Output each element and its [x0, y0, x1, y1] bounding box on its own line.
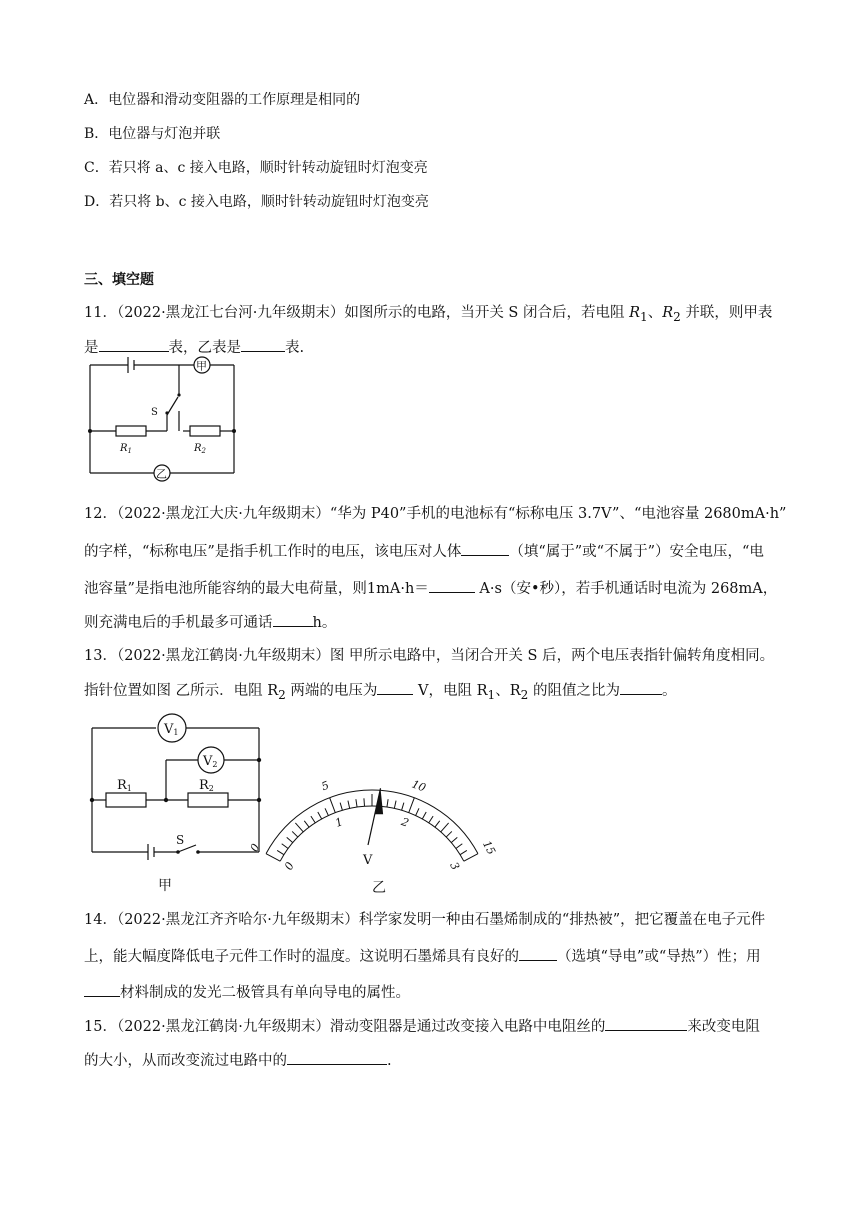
- dial-tick: [387, 799, 388, 807]
- dial-outer-label: 10: [409, 777, 428, 795]
- dial-tick: [287, 837, 293, 842]
- resistor-r1: [106, 793, 146, 807]
- dial-tick: [416, 808, 419, 815]
- option-b: B．电位器与灯泡并联: [84, 126, 221, 142]
- dial-inner-label: 3: [447, 859, 462, 873]
- dial-tick: [356, 799, 357, 807]
- dial-tick: [464, 854, 478, 862]
- answer-blank: [287, 1050, 387, 1065]
- section-title: 三、填空题: [84, 272, 154, 288]
- switch-label: S: [176, 833, 185, 847]
- dial-tick: [456, 844, 462, 849]
- q11-line-2: 是 表，乙表是 表.: [84, 337, 304, 358]
- q12-line-2: 的字样，“标称电压”是指手机工作时的电压，该电压对人体 （填“属于”或“不属于”）安全电压，“电: [84, 541, 764, 562]
- resistor-r2: [190, 426, 220, 436]
- dial-tick: [460, 850, 467, 854]
- dial-needle: [368, 788, 381, 845]
- q15-line-1: 15．（2022·黑龙江鹤岗·九年级期末）滑动变阻器是通过改变接入电路中电阻丝的 来改变电阻: [84, 1016, 760, 1037]
- q11-line-1: 11．（2022·黑龙江七台河·九年级期末）如图所示的电路，当开关 S 闭合后，若电阻 $R_1$、$R_2$ 并联，则甲表: [84, 305, 773, 324]
- answer-blank: [605, 1016, 687, 1031]
- dial-tick: [435, 821, 440, 827]
- q13-voltmeter-dial: [247, 760, 499, 900]
- answer-blank: [84, 982, 120, 997]
- dial-tick: [282, 844, 288, 849]
- dial-tick: [409, 798, 415, 813]
- q12-line-1: 12．（2022·黑龙江大庆·九年级期末）“华为 P40”手机的电池标有“标称电压 3.7V”、“电池容量 2680mA·h”: [84, 506, 787, 522]
- switch-label: S: [151, 407, 158, 418]
- meter-yi-label: 乙: [156, 467, 167, 481]
- answer-blank: [429, 578, 475, 593]
- q13-line-1: 13．（2022·黑龙江鹤岗·九年级期末）图 甲所示电路中，当闭合开关 S 后，两个电压表指针偏转角度相同。: [84, 648, 775, 664]
- answer-blank: [241, 337, 285, 352]
- v2-label: V2: [203, 754, 218, 769]
- option-d: D．若只将 b、c 接入电路，顺时针转动旋钮时灯泡变亮: [84, 194, 429, 210]
- answer-blank: [620, 680, 662, 695]
- junction-dot: [232, 429, 236, 433]
- meter-jia-label: 甲: [196, 359, 207, 373]
- q15-line-2: 的大小，从而改变流过电路中的 .: [84, 1050, 392, 1071]
- q14-line-3: 材料制成的发光二极管具有单向导电的属性。: [84, 982, 410, 1003]
- answer-blank: [377, 680, 413, 695]
- dial-inner-label: 2: [399, 815, 411, 830]
- q13-line-2: 指针位置如图 乙所示．电阻 $R_2$ 两端的电压为 V，电阻 $R_1$、$R_2$ 的阻值之比为 。: [84, 680, 676, 705]
- switch-s: [167, 397, 178, 415]
- unit-label: V: [363, 853, 373, 868]
- q11-circuit-diagram: [84, 355, 244, 480]
- figure-caption-yi: 乙: [372, 880, 386, 896]
- dial-tick: [304, 821, 309, 827]
- dial-tick: [292, 831, 298, 837]
- dial-tick: [446, 831, 452, 837]
- dial-inner-label: 0: [282, 859, 297, 873]
- dial-tick: [330, 798, 336, 813]
- q13-circuit-diagram: [84, 710, 274, 895]
- option-a: A．电位器和滑动变阻器的工作原理是相同的: [84, 92, 361, 108]
- dial-tick: [340, 803, 342, 811]
- q12-line-3: 池容量”是指电池所能容纳的最大电荷量，则1mA·h＝ A·s（安•秒），若手机通话时电流为 268mA，: [84, 578, 777, 599]
- dial-tick: [451, 837, 457, 842]
- r2-label: R2: [199, 778, 214, 793]
- resistor-r1: [116, 426, 146, 436]
- resistor-r2: [188, 793, 228, 807]
- dial-tick: [429, 816, 433, 823]
- q14-line-1: 14．（2022·黑龙江齐齐哈尔·九年级期末）科学家发明一种由石墨烯制成的“排热被”，把它覆盖在电子元件: [84, 912, 766, 928]
- dial-tick: [325, 808, 328, 815]
- dial-tick: [318, 812, 322, 819]
- r1-label: R1: [117, 778, 132, 793]
- dial-tick: [277, 850, 284, 854]
- figure-caption-jia: 甲: [158, 878, 172, 894]
- dial-tick: [422, 812, 426, 819]
- dial-tick: [441, 823, 449, 832]
- junction-dot: [88, 429, 92, 433]
- q14-line-2: 上，能大幅度降低电子元件工作时的温度。这说明石墨烯具有良好的 （选填“导电”或“导热”）性；用: [84, 946, 761, 967]
- r1-label: $R_1$: [120, 443, 132, 455]
- dial-tick: [364, 798, 365, 806]
- option-c: C．若只将 a、c 接入电路，顺时针转动旋钮时灯泡变亮: [84, 160, 428, 176]
- q12-line-4: 则充满电后的手机最多可通话 h。: [84, 612, 336, 633]
- answer-blank: [461, 541, 509, 556]
- r2-label: $R_2$: [194, 443, 206, 455]
- dial-outer-label: 5: [319, 778, 331, 794]
- answer-blank: [519, 946, 557, 961]
- dial-tick: [295, 823, 303, 832]
- dial-tick: [394, 801, 396, 809]
- dial-inner-label: 1: [333, 815, 345, 830]
- dial-outer-label: 0: [247, 841, 263, 854]
- answer-blank: [99, 337, 169, 352]
- dial-outer-label: 15: [479, 838, 499, 858]
- dial-tick: [311, 816, 315, 823]
- answer-blank: [273, 612, 313, 627]
- v1-label: V1: [164, 722, 179, 737]
- dial-tick: [348, 801, 350, 809]
- dial-tick: [402, 803, 404, 811]
